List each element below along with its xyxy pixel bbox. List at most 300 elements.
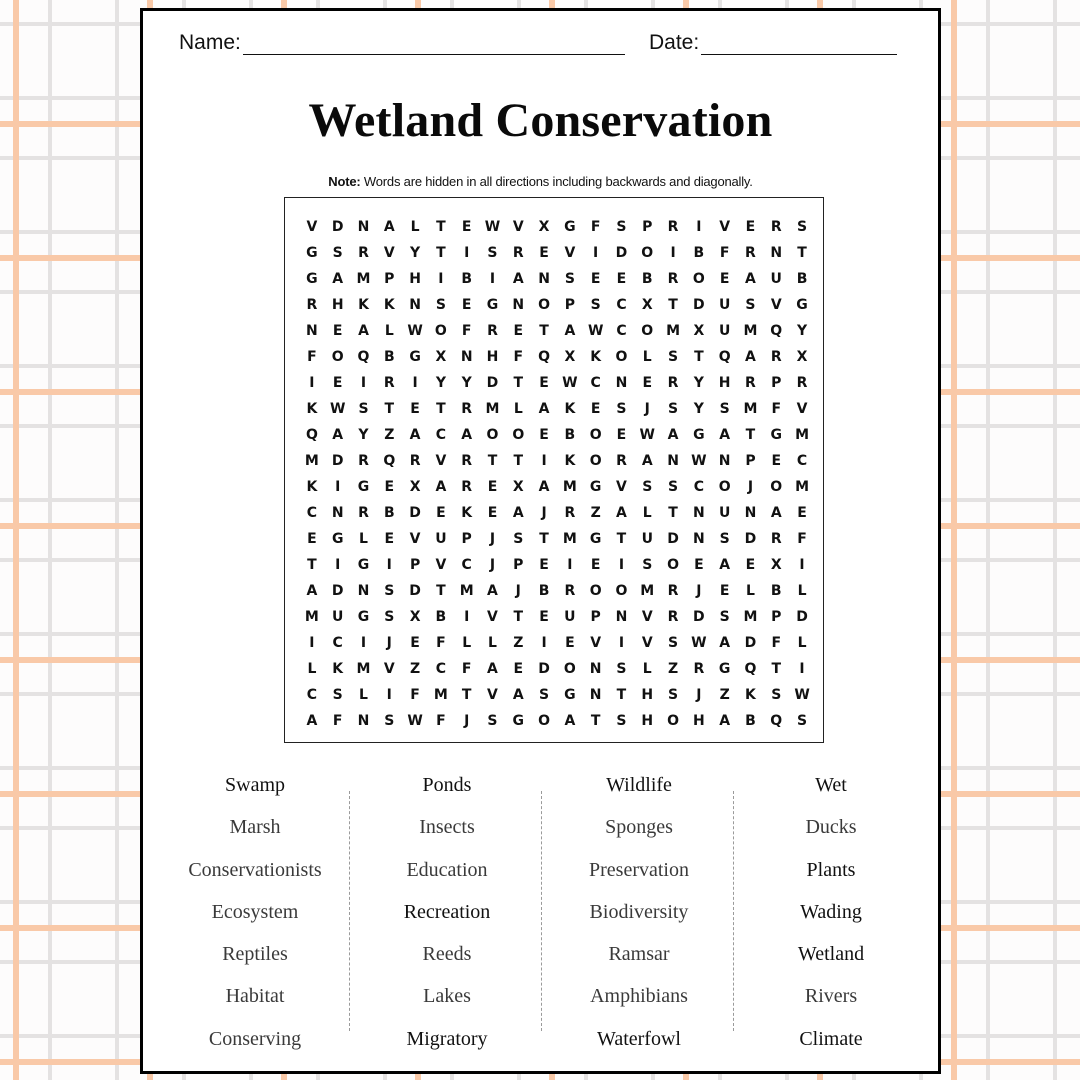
grid-letter[interactable]: E bbox=[539, 609, 549, 625]
grid-letter[interactable]: K bbox=[590, 349, 602, 365]
grid-letter[interactable]: T bbox=[616, 687, 627, 703]
grid-letter[interactable]: Z bbox=[513, 635, 524, 651]
name-blank-line[interactable] bbox=[243, 32, 625, 55]
grid-letter[interactable]: E bbox=[487, 479, 498, 495]
grid-letter[interactable]: S bbox=[668, 479, 679, 495]
grid-letter[interactable]: R bbox=[616, 453, 627, 469]
grid-letter[interactable]: K bbox=[745, 687, 756, 703]
grid-letter[interactable]: Q bbox=[538, 349, 551, 365]
grid-letter[interactable]: G bbox=[331, 531, 344, 547]
grid-letter[interactable]: S bbox=[719, 401, 730, 417]
grid-letter[interactable]: X bbox=[641, 297, 653, 313]
grid-letter[interactable]: O bbox=[563, 661, 576, 677]
grid-letter[interactable]: J bbox=[386, 635, 392, 651]
grid-letter[interactable]: I bbox=[360, 375, 367, 391]
grid-letter[interactable]: W bbox=[691, 453, 707, 469]
grid-letter[interactable]: O bbox=[538, 713, 551, 729]
grid-letter[interactable]: G bbox=[589, 531, 602, 547]
grid-letter[interactable]: O bbox=[667, 713, 679, 729]
grid-letter[interactable]: G bbox=[718, 661, 731, 677]
grid-letter[interactable]: A bbox=[332, 427, 344, 443]
grid-letter[interactable]: P bbox=[590, 609, 601, 625]
grid-letter[interactable]: Y bbox=[435, 375, 446, 391]
grid-letter[interactable]: D bbox=[667, 531, 679, 547]
grid-letter[interactable]: M bbox=[640, 583, 655, 599]
grid-letter[interactable]: G bbox=[357, 609, 370, 625]
grid-letter[interactable]: A bbox=[745, 271, 756, 287]
grid-letter[interactable]: V bbox=[383, 245, 395, 261]
grid-letter[interactable]: G bbox=[770, 427, 782, 443]
grid-letter[interactable]: N bbox=[692, 531, 705, 547]
grid-letter[interactable]: N bbox=[331, 505, 344, 521]
grid-letter[interactable]: S bbox=[616, 219, 627, 235]
grid-letter[interactable]: S bbox=[796, 713, 808, 729]
grid-letter[interactable]: U bbox=[770, 271, 782, 287]
grid-letter[interactable]: L bbox=[642, 505, 652, 521]
grid-letter[interactable]: I bbox=[618, 635, 625, 651]
grid-letter[interactable]: O bbox=[434, 323, 447, 339]
grid-letter[interactable]: D bbox=[331, 219, 344, 235]
grid-letter[interactable]: C bbox=[306, 687, 318, 703]
grid-letter[interactable]: H bbox=[692, 713, 705, 729]
grid-letter[interactable]: X bbox=[693, 323, 705, 339]
grid-letter[interactable]: N bbox=[744, 505, 757, 521]
grid-letter[interactable]: M bbox=[433, 687, 448, 703]
grid-letter[interactable]: R bbox=[461, 479, 473, 495]
grid-letter[interactable]: O bbox=[615, 349, 628, 365]
grid-letter[interactable]: V bbox=[590, 635, 602, 651]
grid-letter[interactable]: L bbox=[359, 687, 368, 703]
grid-letter[interactable]: Q bbox=[744, 661, 757, 677]
grid-letter[interactable]: C bbox=[693, 479, 704, 495]
grid-letter[interactable]: R bbox=[358, 453, 369, 469]
grid-letter[interactable]: N bbox=[409, 297, 421, 313]
grid-letter[interactable]: I bbox=[593, 245, 599, 261]
grid-letter[interactable]: G bbox=[693, 427, 705, 443]
grid-letter[interactable]: O bbox=[667, 557, 679, 573]
grid-letter[interactable]: E bbox=[719, 583, 730, 599]
grid-letter[interactable]: I bbox=[309, 635, 315, 651]
grid-letter[interactable]: C bbox=[590, 375, 601, 391]
grid-letter[interactable]: N bbox=[692, 505, 705, 521]
grid-letter[interactable]: W bbox=[587, 323, 604, 339]
grid-letter[interactable]: R bbox=[383, 375, 395, 391]
grid-letter[interactable]: B bbox=[383, 505, 395, 521]
grid-letter[interactable]: I bbox=[335, 479, 341, 495]
grid-letter[interactable]: E bbox=[410, 635, 420, 651]
grid-letter[interactable]: E bbox=[513, 661, 524, 677]
grid-letter[interactable]: U bbox=[718, 323, 731, 339]
grid-letter[interactable]: M bbox=[562, 479, 577, 495]
grid-letter[interactable]: D bbox=[615, 245, 628, 261]
grid-letter[interactable]: P bbox=[384, 271, 395, 287]
grid-letter[interactable]: K bbox=[461, 505, 473, 521]
grid-letter[interactable]: I bbox=[799, 661, 805, 677]
grid-letter[interactable]: S bbox=[719, 531, 730, 547]
grid-letter[interactable]: I bbox=[464, 609, 470, 625]
grid-letter[interactable]: A bbox=[512, 505, 524, 521]
grid-letter[interactable]: S bbox=[487, 713, 498, 729]
grid-letter[interactable]: X bbox=[538, 219, 550, 235]
grid-letter[interactable]: B bbox=[383, 349, 395, 365]
grid-letter[interactable]: P bbox=[513, 557, 524, 573]
grid-letter[interactable]: V bbox=[616, 479, 627, 495]
grid-letter[interactable]: D bbox=[409, 505, 421, 521]
grid-letter[interactable]: L bbox=[642, 349, 652, 365]
grid-letter[interactable]: V bbox=[487, 609, 498, 625]
name-field[interactable] bbox=[179, 31, 625, 55]
grid-letter[interactable]: J bbox=[489, 557, 496, 573]
grid-letter[interactable]: T bbox=[539, 323, 549, 339]
grid-letter[interactable]: I bbox=[386, 557, 392, 573]
grid-letter[interactable]: V bbox=[409, 531, 421, 547]
grid-letter[interactable]: R bbox=[564, 583, 576, 599]
grid-letter[interactable]: Z bbox=[384, 427, 395, 443]
grid-letter[interactable]: W bbox=[794, 687, 810, 703]
grid-letter[interactable]: I bbox=[335, 557, 341, 573]
grid-letter[interactable]: F bbox=[410, 687, 420, 703]
grid-letter[interactable]: E bbox=[719, 271, 730, 287]
grid-letter[interactable]: M bbox=[485, 401, 500, 417]
grid-letter[interactable]: S bbox=[616, 661, 627, 677]
grid-letter[interactable]: A bbox=[719, 427, 731, 443]
grid-letter[interactable]: A bbox=[719, 557, 731, 573]
grid-letter[interactable]: R bbox=[693, 661, 705, 677]
grid-letter[interactable]: B bbox=[435, 609, 447, 625]
grid-letter[interactable]: O bbox=[512, 427, 525, 443]
grid-letter[interactable]: M bbox=[743, 401, 758, 417]
grid-letter[interactable]: O bbox=[589, 583, 602, 599]
grid-letter[interactable]: D bbox=[486, 375, 499, 391]
grid-letter[interactable]: I bbox=[696, 219, 702, 235]
grid-letter[interactable]: F bbox=[461, 323, 472, 339]
grid-letter[interactable]: F bbox=[307, 349, 317, 365]
grid-letter[interactable]: U bbox=[332, 609, 344, 625]
grid-letter[interactable]: P bbox=[409, 557, 421, 573]
grid-letter[interactable]: S bbox=[332, 687, 343, 703]
grid-letter[interactable]: S bbox=[590, 297, 601, 313]
grid-letter[interactable]: M bbox=[666, 323, 681, 339]
grid-letter[interactable]: A bbox=[383, 219, 395, 235]
grid-letter[interactable]: A bbox=[770, 505, 782, 521]
grid-letter[interactable]: E bbox=[797, 505, 807, 521]
grid-letter[interactable]: H bbox=[486, 349, 499, 365]
grid-letter[interactable]: T bbox=[513, 453, 524, 469]
grid-letter[interactable]: R bbox=[796, 375, 808, 391]
grid-letter[interactable]: T bbox=[668, 505, 678, 521]
grid-letter[interactable]: Y bbox=[693, 401, 704, 417]
grid-letter[interactable]: V bbox=[383, 661, 395, 677]
grid-letter[interactable]: O bbox=[692, 271, 705, 287]
grid-letter[interactable]: K bbox=[564, 401, 576, 417]
grid-letter[interactable]: N bbox=[615, 375, 628, 391]
grid-letter[interactable]: R bbox=[770, 219, 782, 235]
grid-letter[interactable]: M bbox=[795, 479, 809, 495]
grid-letter[interactable]: D bbox=[693, 297, 705, 313]
grid-letter[interactable]: G bbox=[796, 297, 808, 313]
grid-letter[interactable]: P bbox=[745, 453, 756, 469]
grid-letter[interactable]: F bbox=[590, 219, 601, 235]
grid-letter[interactable]: R bbox=[667, 219, 679, 235]
grid-letter[interactable]: E bbox=[539, 427, 549, 443]
grid-letter[interactable]: A bbox=[745, 349, 756, 365]
grid-letter[interactable]: K bbox=[332, 661, 344, 677]
grid-letter[interactable]: Q bbox=[770, 323, 783, 339]
grid-letter[interactable]: I bbox=[541, 453, 547, 469]
grid-letter[interactable]: E bbox=[642, 375, 653, 391]
grid-letter[interactable]: T bbox=[461, 687, 472, 703]
grid-letter[interactable]: M bbox=[562, 531, 577, 547]
grid-letter[interactable]: B bbox=[745, 713, 756, 729]
grid-letter[interactable]: C bbox=[332, 635, 343, 651]
grid-letter[interactable]: A bbox=[719, 713, 731, 729]
grid-letter[interactable]: I bbox=[799, 557, 805, 573]
grid-letter[interactable]: T bbox=[513, 375, 524, 391]
grid-letter[interactable]: O bbox=[770, 479, 783, 495]
grid-letter[interactable]: G bbox=[564, 219, 576, 235]
grid-letter[interactable]: W bbox=[407, 323, 423, 339]
grid-letter[interactable]: I bbox=[541, 635, 547, 651]
grid-letter[interactable]: W bbox=[691, 635, 707, 651]
grid-letter[interactable]: U bbox=[718, 297, 731, 313]
grid-letter[interactable]: S bbox=[796, 219, 808, 235]
grid-letter[interactable]: O bbox=[615, 583, 628, 599]
grid-letter[interactable]: K bbox=[358, 297, 369, 313]
grid-letter[interactable]: S bbox=[668, 635, 679, 651]
grid-letter[interactable]: N bbox=[718, 453, 731, 469]
grid-letter[interactable]: E bbox=[616, 271, 627, 287]
grid-letter[interactable]: E bbox=[590, 271, 601, 287]
grid-letter[interactable]: C bbox=[435, 661, 447, 677]
grid-letter[interactable]: O bbox=[641, 323, 654, 339]
grid-letter[interactable]: S bbox=[668, 687, 679, 703]
grid-letter[interactable]: S bbox=[719, 609, 730, 625]
grid-letter[interactable]: S bbox=[358, 401, 369, 417]
grid-letter[interactable]: U bbox=[435, 531, 447, 547]
grid-letter[interactable]: H bbox=[409, 271, 421, 287]
grid-letter[interactable]: L bbox=[642, 661, 652, 677]
grid-letter[interactable]: S bbox=[435, 297, 446, 313]
grid-letter[interactable]: R bbox=[667, 271, 679, 287]
grid-letter[interactable]: U bbox=[718, 505, 731, 521]
grid-letter[interactable]: H bbox=[718, 375, 731, 391]
grid-letter[interactable]: F bbox=[436, 635, 446, 651]
grid-letter[interactable]: K bbox=[383, 297, 395, 313]
grid-letter[interactable]: F bbox=[797, 531, 807, 547]
grid-letter[interactable]: N bbox=[357, 219, 370, 235]
grid-letter[interactable]: I bbox=[464, 245, 470, 261]
grid-letter[interactable]: A bbox=[332, 271, 344, 287]
grid-letter[interactable]: Z bbox=[410, 661, 421, 677]
grid-letter[interactable]: O bbox=[589, 453, 602, 469]
grid-letter[interactable]: T bbox=[745, 427, 756, 443]
grid-letter[interactable]: R bbox=[667, 375, 679, 391]
grid-letter[interactable]: C bbox=[306, 505, 318, 521]
grid-letter[interactable]: S bbox=[771, 687, 782, 703]
grid-letter[interactable]: V bbox=[796, 401, 808, 417]
grid-letter[interactable]: K bbox=[564, 453, 576, 469]
grid-letter[interactable]: Z bbox=[667, 661, 679, 677]
grid-letter[interactable]: J bbox=[515, 583, 521, 599]
grid-letter[interactable]: J bbox=[489, 531, 496, 547]
grid-letter[interactable]: A bbox=[358, 323, 369, 339]
grid-letter[interactable]: L bbox=[745, 583, 755, 599]
grid-letter[interactable]: I bbox=[489, 271, 496, 287]
grid-letter[interactable]: D bbox=[744, 531, 757, 547]
grid-letter[interactable]: S bbox=[513, 531, 524, 547]
grid-letter[interactable]: P bbox=[642, 219, 653, 235]
grid-letter[interactable]: M bbox=[795, 427, 809, 443]
grid-letter[interactable]: C bbox=[435, 427, 447, 443]
grid-letter[interactable]: L bbox=[513, 401, 523, 417]
grid-letter[interactable]: N bbox=[538, 271, 550, 287]
grid-letter[interactable]: Y bbox=[796, 323, 808, 339]
grid-letter[interactable]: I bbox=[412, 375, 418, 391]
grid-letter[interactable]: E bbox=[513, 323, 524, 339]
grid-letter[interactable]: M bbox=[304, 453, 319, 469]
grid-letter[interactable]: R bbox=[409, 453, 421, 469]
grid-letter[interactable]: Y bbox=[358, 427, 369, 443]
grid-letter[interactable]: E bbox=[616, 427, 627, 443]
grid-letter[interactable]: R bbox=[487, 323, 498, 339]
grid-letter[interactable]: A bbox=[512, 271, 524, 287]
grid-letter[interactable]: Y bbox=[461, 375, 472, 391]
grid-letter[interactable]: R bbox=[745, 245, 756, 261]
grid-letter[interactable]: D bbox=[796, 609, 808, 625]
grid-letter[interactable]: C bbox=[616, 323, 627, 339]
grid-letter[interactable]: Q bbox=[357, 349, 370, 365]
grid-letter[interactable]: R bbox=[770, 531, 782, 547]
grid-letter[interactable]: T bbox=[539, 531, 549, 547]
grid-letter[interactable]: X bbox=[796, 349, 808, 365]
grid-letter[interactable]: Y bbox=[693, 375, 704, 391]
grid-letter[interactable]: A bbox=[461, 427, 473, 443]
grid-letter[interactable]: U bbox=[564, 609, 576, 625]
grid-letter[interactable]: D bbox=[744, 635, 757, 651]
grid-letter[interactable]: N bbox=[589, 687, 602, 703]
grid-letter[interactable]: R bbox=[770, 349, 782, 365]
grid-letter[interactable]: V bbox=[435, 453, 447, 469]
grid-letter[interactable]: R bbox=[745, 375, 756, 391]
grid-letter[interactable]: D bbox=[409, 583, 421, 599]
grid-letter[interactable]: N bbox=[357, 713, 370, 729]
grid-letter[interactable]: N bbox=[615, 609, 628, 625]
grid-letter[interactable]: A bbox=[435, 479, 447, 495]
grid-letter[interactable]: M bbox=[459, 583, 474, 599]
grid-letter[interactable]: E bbox=[565, 635, 575, 651]
grid-letter[interactable]: C bbox=[796, 453, 808, 469]
grid-letter[interactable]: E bbox=[590, 401, 601, 417]
grid-letter[interactable]: R bbox=[306, 297, 318, 313]
grid-letter[interactable]: G bbox=[306, 271, 318, 287]
grid-letter[interactable]: L bbox=[462, 635, 472, 651]
grid-letter[interactable]: V bbox=[306, 219, 318, 235]
grid-letter[interactable]: A bbox=[409, 427, 421, 443]
grid-letter[interactable]: T bbox=[590, 713, 601, 729]
grid-letter[interactable]: R bbox=[461, 401, 473, 417]
grid-letter[interactable]: O bbox=[589, 427, 602, 443]
grid-letter[interactable]: E bbox=[461, 219, 472, 235]
grid-letter[interactable]: N bbox=[667, 453, 679, 469]
grid-letter[interactable]: J bbox=[696, 687, 702, 703]
grid-letter[interactable]: L bbox=[797, 635, 807, 651]
grid-letter[interactable]: D bbox=[331, 583, 344, 599]
grid-letter[interactable]: A bbox=[538, 401, 550, 417]
grid-letter[interactable]: F bbox=[461, 661, 472, 677]
grid-letter[interactable]: B bbox=[796, 271, 808, 287]
grid-letter[interactable]: J bbox=[541, 505, 547, 521]
grid-letter[interactable]: E bbox=[745, 219, 756, 235]
grid-letter[interactable]: S bbox=[642, 479, 653, 495]
grid-letter[interactable]: Z bbox=[590, 505, 601, 521]
date-blank-line[interactable] bbox=[701, 32, 897, 55]
grid-letter[interactable]: F bbox=[719, 245, 730, 261]
grid-letter[interactable]: A bbox=[306, 583, 318, 599]
grid-letter[interactable]: X bbox=[564, 349, 576, 365]
grid-letter[interactable]: Q bbox=[770, 713, 783, 729]
grid-letter[interactable]: L bbox=[488, 635, 497, 651]
grid-letter[interactable]: E bbox=[539, 375, 549, 391]
grid-letter[interactable]: A bbox=[616, 505, 627, 521]
grid-letter[interactable]: R bbox=[461, 453, 473, 469]
grid-letter[interactable]: E bbox=[332, 323, 343, 339]
grid-letter[interactable]: A bbox=[538, 479, 550, 495]
grid-letter[interactable]: F bbox=[436, 713, 446, 729]
grid-letter[interactable]: B bbox=[770, 583, 782, 599]
grid-letter[interactable]: X bbox=[770, 557, 782, 573]
grid-letter[interactable]: O bbox=[538, 297, 551, 313]
grid-letter[interactable]: S bbox=[642, 557, 653, 573]
grid-letter[interactable]: F bbox=[771, 635, 782, 651]
grid-letter[interactable]: E bbox=[384, 479, 395, 495]
grid-letter[interactable]: T bbox=[436, 219, 446, 235]
grid-letter[interactable]: L bbox=[359, 531, 368, 547]
grid-letter[interactable]: R bbox=[358, 505, 369, 521]
grid-letter[interactable]: J bbox=[696, 583, 702, 599]
grid-letter[interactable]: J bbox=[747, 479, 754, 495]
grid-letter[interactable]: G bbox=[357, 557, 370, 573]
grid-letter[interactable]: I bbox=[438, 271, 444, 287]
grid-letter[interactable]: G bbox=[512, 713, 525, 729]
grid-letter[interactable]: S bbox=[487, 245, 498, 261]
grid-letter[interactable]: D bbox=[693, 609, 705, 625]
grid-letter[interactable]: E bbox=[539, 245, 549, 261]
grid-letter[interactable]: E bbox=[771, 453, 782, 469]
grid-letter[interactable]: A bbox=[641, 453, 653, 469]
grid-letter[interactable]: M bbox=[743, 609, 758, 625]
grid-letter[interactable]: I bbox=[386, 687, 392, 703]
grid-letter[interactable]: W bbox=[484, 219, 501, 235]
grid-letter[interactable]: T bbox=[384, 401, 395, 417]
grid-letter[interactable]: T bbox=[513, 609, 524, 625]
grid-letter[interactable]: G bbox=[306, 245, 318, 261]
grid-letter[interactable]: M bbox=[743, 323, 758, 339]
grid-letter[interactable]: D bbox=[538, 661, 550, 677]
grid-letter[interactable]: G bbox=[486, 297, 499, 313]
grid-letter[interactable]: S bbox=[616, 713, 627, 729]
grid-letter[interactable]: S bbox=[616, 401, 627, 417]
grid-letter[interactable]: X bbox=[512, 479, 524, 495]
grid-letter[interactable]: N bbox=[357, 583, 370, 599]
grid-letter[interactable]: Q bbox=[718, 349, 731, 365]
grid-letter[interactable]: L bbox=[797, 583, 807, 599]
grid-letter[interactable]: B bbox=[641, 271, 653, 287]
grid-letter[interactable]: X bbox=[409, 609, 421, 625]
grid-letter[interactable]: G bbox=[357, 479, 370, 495]
grid-letter[interactable]: G bbox=[564, 687, 576, 703]
grid-letter[interactable]: R bbox=[358, 245, 369, 261]
grid-letter[interactable]: T bbox=[797, 245, 807, 261]
